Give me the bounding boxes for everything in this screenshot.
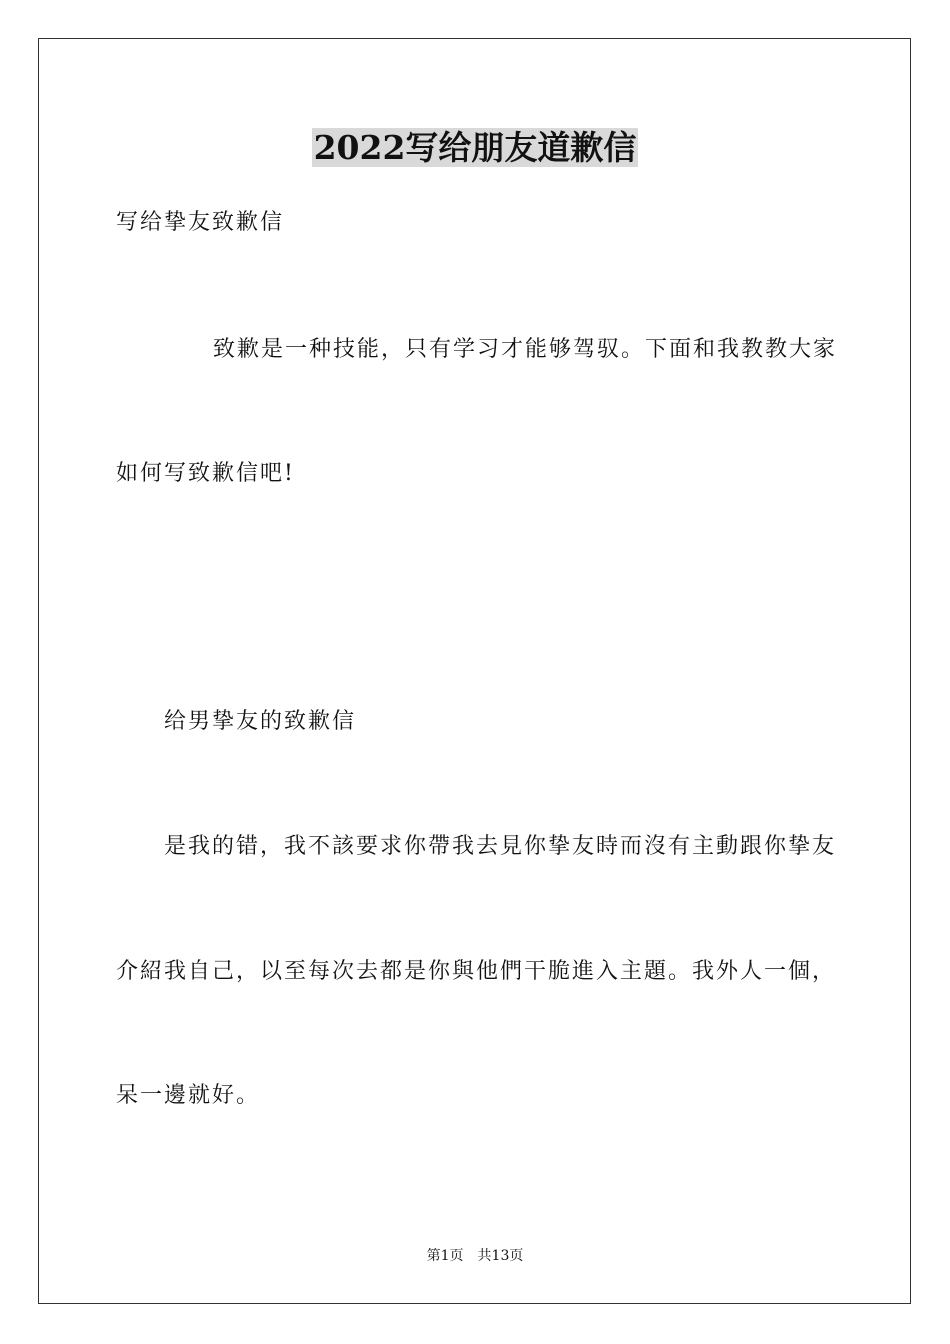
body-line-subtitle: 写给挚友致歉信 bbox=[116, 210, 285, 235]
page-total: 共13页 bbox=[477, 1248, 524, 1264]
body-line-paragraph-2: 介紹我自己，以至每次去都是你與他們干脆進入主題。我外人一個， bbox=[116, 959, 837, 984]
document-title bbox=[0, 128, 950, 168]
body-line-intro-1: 致歉是一种技能，只有学习才能够驾驭。下面和我教教大家 bbox=[213, 337, 838, 362]
body-line-intro-2: 如何写致歉信吧! bbox=[116, 461, 295, 486]
body-line-paragraph-1: 是我的错，我不該要求你帶我去見你挚友時而沒有主動跟你挚友 bbox=[164, 834, 837, 859]
document-title-text: 2022写给朋友道歉信 bbox=[313, 128, 637, 167]
body-line-heading: 给男挚友的致歉信 bbox=[164, 709, 357, 734]
body-line-paragraph-3: 呆一邊就好。 bbox=[116, 1083, 261, 1108]
page-number: 第1页 bbox=[426, 1248, 464, 1264]
page-footer bbox=[0, 1246, 950, 1266]
